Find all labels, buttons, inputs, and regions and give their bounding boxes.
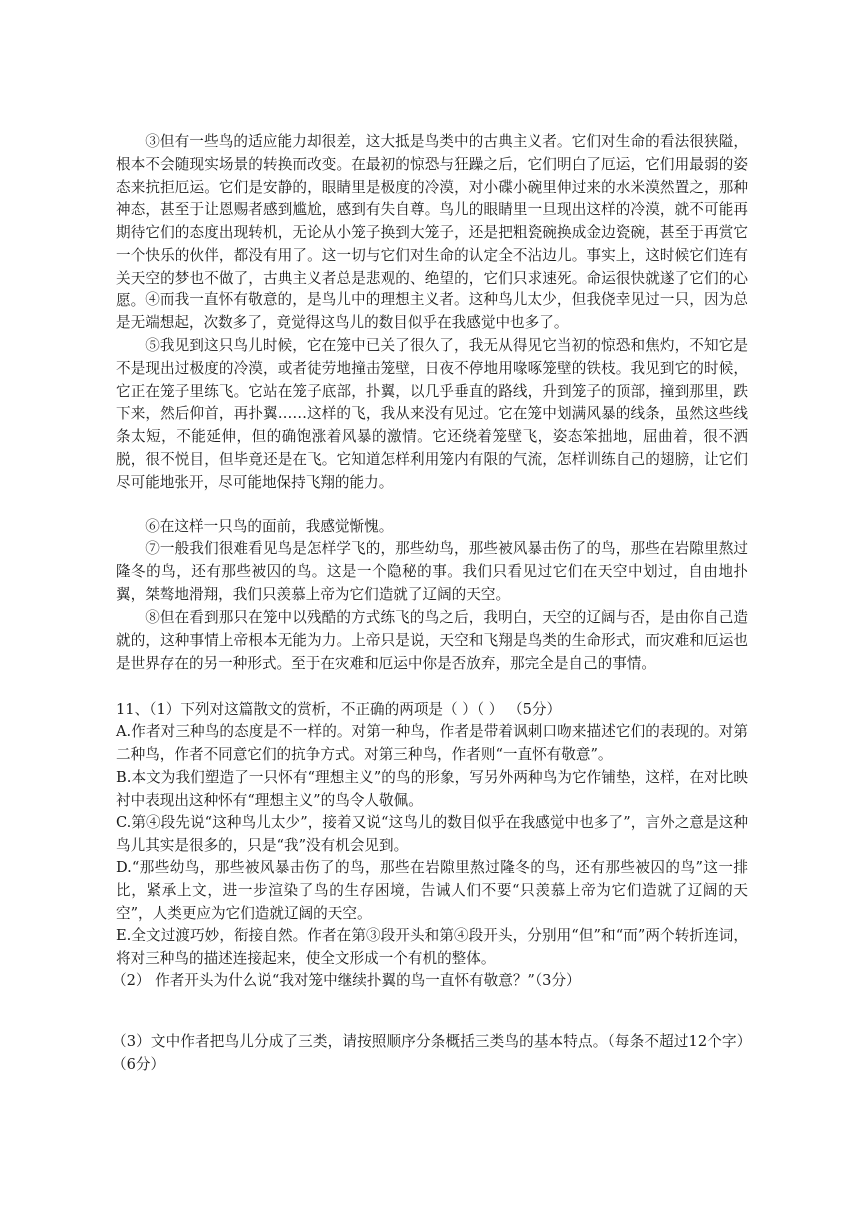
option-a: A.作者对三种鸟的态度是不一样的。对第一种鸟，作者是带着讽刺口吻来描述它们的表现的。对第二种鸟，作者不同意它们的抗争方式。对第三种鸟，作者则“一直怀有敬意”。 <box>116 723 748 763</box>
passage-paragraph-3: ③但有一些鸟的适应能力却很差，这大抵是鸟类中的古典主义者。它们对生命的看法很狭隘，根本不会随现实场景的转换而改变。在最初的惊恐与狂躁之后，它们明白了厄运，它们用最弱的姿态来抗拒厄运。它们是安静的，眼睛里是极度的冷漠，对小碟小碗里伸过来的水米漠然置之，那种神态，甚至于让恩赐者感到尴尬，感到有失自尊。鸟儿的眼睛里一旦现出这样的冷漠，就不可能再期待它们的态度出现转机，无论从小笼子换到大笼子，还是把粗瓷碗换成金边瓷碗，甚至于再赏它一个快乐的伙伴，都没有用了。这一切与它们对生命的认定全不沾边儿。事实上，这时候它们连有关天空的梦也不做了，古典主义者总是悲观的、绝望的，它们只求速死。命运很快就遂了它们的心愿。 <box>116 133 748 310</box>
passage-paragraph-7: ⑦一般我们很难看见鸟是怎样学飞的，那些幼鸟，那些被风暴击伤了的鸟，那些在岩隙里熬过隆冬的鸟，还有那些被囚的鸟。这是一个隐秘的事。我们只看见过它们在天空中划过，自由地扑翼，桀骜地滑翔，我们只羡慕上帝为它们造就了辽阔的天空。 <box>116 540 748 603</box>
option-b: B.本文为我们塑造了一只怀有“理想主义”的鸟的形象，写另外两种鸟为它作铺垫，这样，在对比映衬中表现出这种怀有“理想主义”的鸟令人敬佩。 <box>116 769 748 809</box>
passage-paragraph-8: ⑧但在看到那只在笼中以残酷的方式练飞的鸟之后，我明白，天空的辽阔与否，是由你自己造就的，这种事情上帝根本无能为力。上帝只是说，天空和飞翔是鸟类的生命形式，而灾难和厄运也是世界存在的另一种形式。至于在灾难和厄运中你是否放弃，那完全是自己的事情。 <box>116 609 748 672</box>
question-11-2: （2） 作者开头为什么说“我对笼中继续扑翼的鸟一直怀有敬意？”（3分） <box>112 972 581 989</box>
question-11-1: 11、（1）下列对这篇散文的赏析，不正确的两项是（ ）（ ） （5分） <box>116 701 562 718</box>
passage-paragraph-5: ⑤我见到这只鸟儿时候，它在笼中已关了很久了，我无从得见它当初的惊恐和焦灼，不知它是不是现出过极度的冷漠，或者徒劳地撞击笼壁，日夜不停地用喙啄笼壁的铁枝。我见到它的时候，它正在笼子里练飞。它站在笼子底部，扑翼，以几乎垂直的路线，升到笼子的顶部，撞到那里，跌下来，然后仰首，再扑翼……这样的飞，我从来没有见过。它在笼中划满风暴的线条，虽然这些线条太短，不能延伸，但的确饱涨着风暴的激情。它还绕着笼壁飞，姿态笨拙地，屈曲着，很不洒脱，很不悦目，但毕竟还是在飞。它知道怎样利用笼内有限的气流，怎样训练自己的翅膀，让它们尽可能地张开，尽可能地保持飞翔的能力。 <box>116 337 748 491</box>
question-11-3: （3）文中作者把鸟儿分成了三类，请按照顺序分条概括三类鸟的基本特点。（每条不超过12个字）（6分） <box>112 1033 744 1073</box>
option-e: E.全文过渡巧妙，衔接自然。作者在第③段开头和第④段开头，分别用“但”和“而”两个转折连词，将对三种鸟的描述连接起来，使全文形成一个有机的整体。 <box>116 927 748 967</box>
passage-paragraph-6: ⑥在这样一只鸟的面前，我感觉惭愧。 <box>145 518 394 535</box>
option-c: C.第④段先说“这种鸟儿太少”，接着又说“这鸟儿的数目似乎在我感觉中也多了”，言外之意是这种鸟儿其实是很多的，只是“我”没有机会见到。 <box>116 814 748 854</box>
passage-paragraph-4: ④而我一直怀有敬意的，是鸟儿中的理想主义者。这种鸟儿太少，但我侥幸见过一只，因为总是无端想起，次数多了，竟觉得这鸟儿的数目似乎在我感觉中也多了。 <box>116 291 748 331</box>
option-d: D.“那些幼鸟，那些被风暴击伤了的鸟，那些在岩隙里熬过隆冬的鸟，还有那些被囚的鸟”这一排比，紧承上文，进一步渲染了鸟的生存困境，告诫人们不要“只羡慕上帝为它们造就了辽阔的天空”，人类更应为它们造就辽阔的天空。 <box>116 859 748 922</box>
